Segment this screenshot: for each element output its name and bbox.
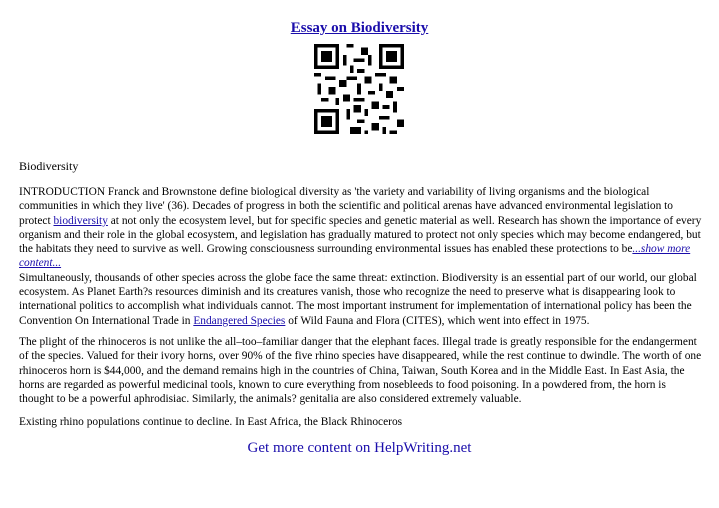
paragraph1-part4: of Wild Fauna and Flora (CITES), which went into effect in 1975. <box>285 314 590 327</box>
endangered-species-link[interactable]: Endangered Species <box>193 314 286 327</box>
paragraph-rhino-populations: Existing rhino populations continue to decline. In East Africa, the Black Rhinoceros <box>19 416 403 428</box>
paragraph1-part1: INTRODUCTION Franck and Brownstone define biological diversity as 'the variety and variability of living organisms and the biological communities in which they live' (36). Decades of progress in both the scientific and political arenas have advanced environmental legislation to protect <box>19 186 673 227</box>
section-label: Biodiversity <box>19 159 79 173</box>
show-more-link[interactable]: ...show more content... <box>19 243 691 270</box>
paragraph-introduction <box>19 185 702 328</box>
paragraph-rhinoceros: The plight of the rhinoceros is not unlike the all–too–familiar danger that the elephant faces. Illegal trade is greatly responsible for the endangerment of the species. Valued for their ivory horns, over 90% of the five rhino species have disappeared, while the rest continue to dwindle. The worth of one rhinoceros horn is $44,000, and the demand remains high in the countries of China, Taiwan, South Korea and in the Middle East. In East Asia, the horns are regarded as powerful medicinal tools, known to cure everything from nosebleeds to food poisoning. In a powdered from, the horn is thought to be a powerful aphrodisiac. Similarly, the animals? genitalia are also considered extremely valuable. <box>19 336 702 406</box>
qr-code-icon <box>314 44 404 134</box>
document-title[interactable]: Essay on Biodiversity <box>290 20 429 36</box>
biodiversity-link[interactable]: biodiversity <box>53 214 108 227</box>
paragraph1-part3: Simultaneously, thousands of other species across the globe face the same threat: extinction. Biodiversity is an essential part of our world, our global ecosystem. As Planet Earth?s resources diminish and its creatures vanish, those who recognize the need to preserve what is disappearing look to international politics to accomplish what individuals cannot. The most important instrument for implementation of international policy has been the Convention On International Trade in <box>19 271 697 327</box>
get-more-content-link[interactable]: Get more content on HelpWriting.net <box>247 440 472 456</box>
paragraph1-part2: at not only the ecosystem level, but for specific species and genetic material as well. Research has shown the importance of every organism and their role in the global ecosystem, and legislation has gradually matured to protect not only species which may become endangered, but the habitats they need to survive as well. Growing consciousness surrounding environmental issues has enabled these protections to be <box>19 214 702 256</box>
